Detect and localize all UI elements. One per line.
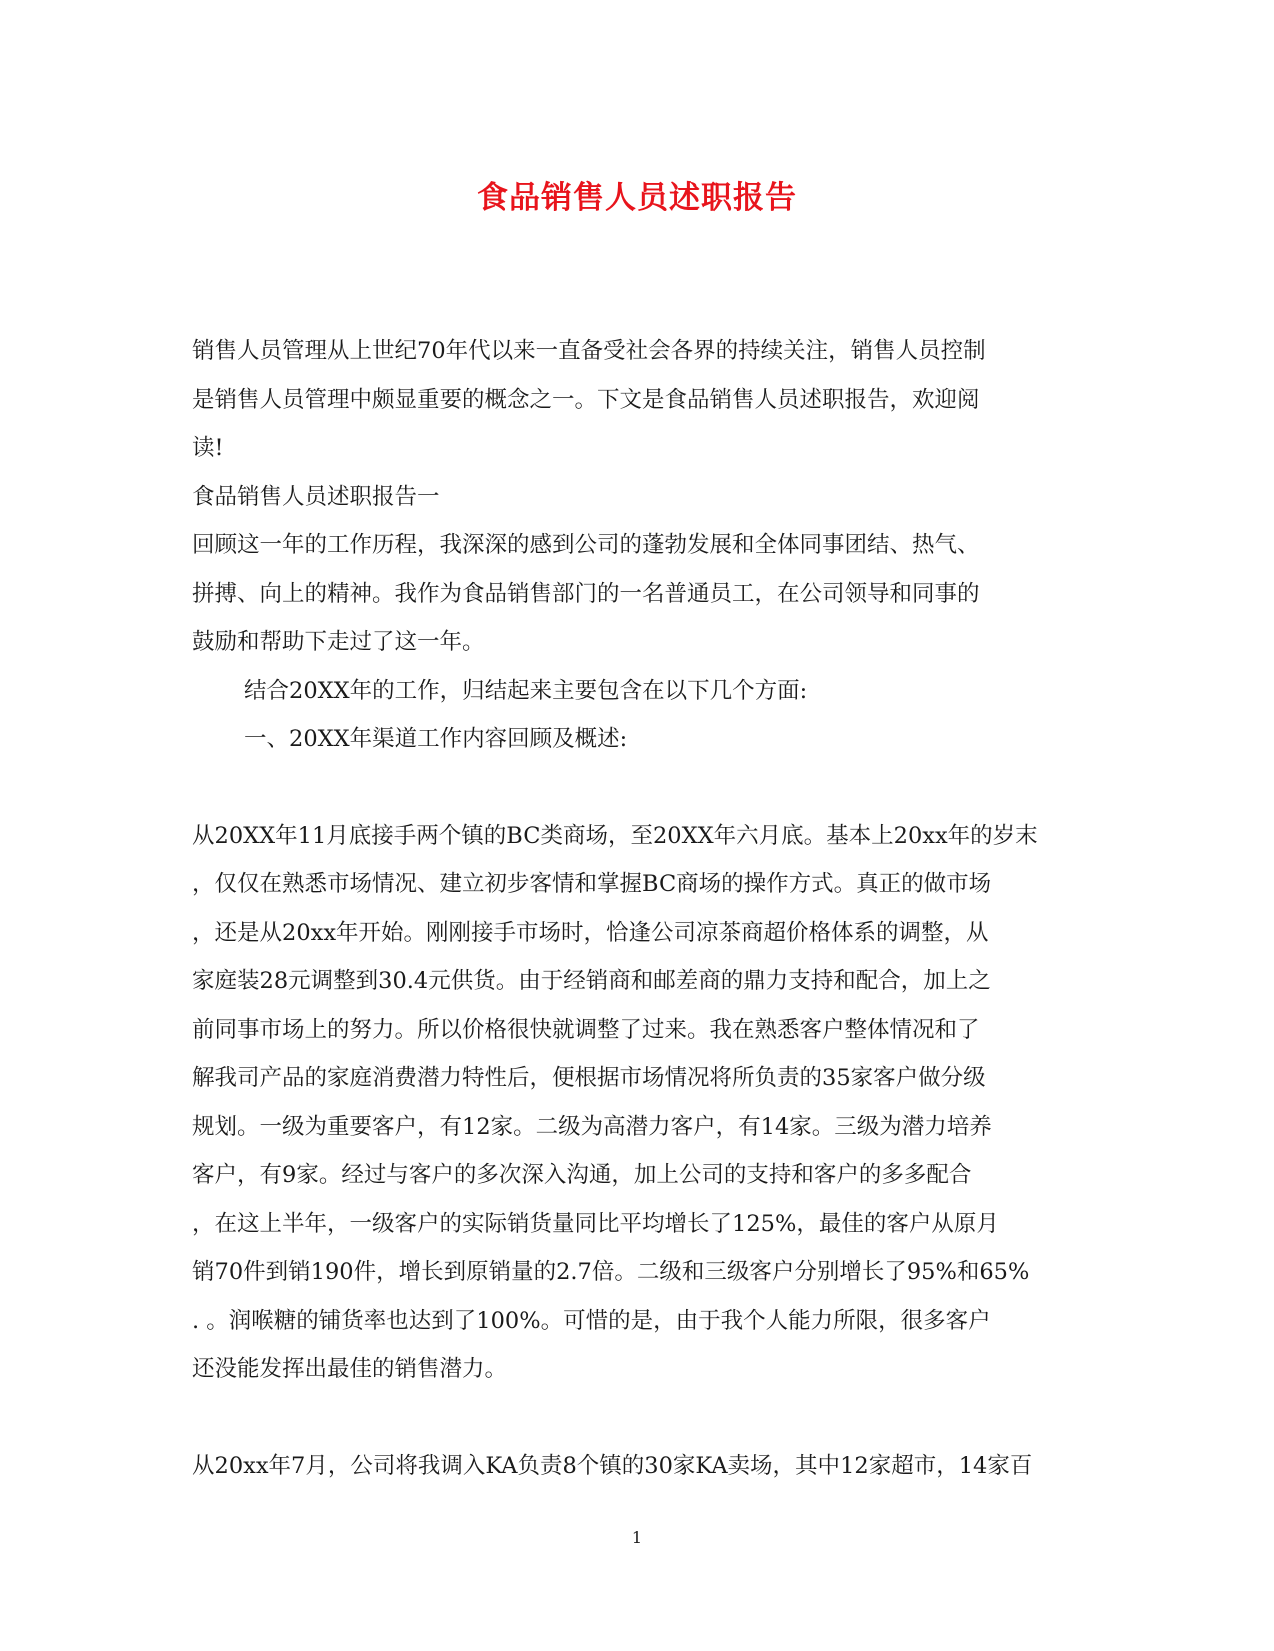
paragraph-line: 销70件到销190件，增长到原销量的2.7倍。二级和三级客户分别增长了95%和65% — [192, 1259, 1030, 1285]
paragraph-line: 回顾这一年的工作历程，我深深的感到公司的蓬勃发展和全体同事团结、热气、 — [192, 532, 980, 558]
paragraph-spacer — [192, 1394, 1072, 1442]
paragraph-line: 从20XX年11月底接手两个镇的BC类商场，至20XX年六月底。基本上20xx年的岁末 — [192, 822, 1038, 849]
paragraph-line: 是销售人员管理中颇显重要的概念之一。下文是食品销售人员述职报告，欢迎阅 — [192, 386, 980, 413]
paragraph-spacer — [192, 764, 1072, 812]
paragraph-line: 规划。一级为重要客户，有12家。二级为高潜力客户，有14家。三级为潜力培养 — [192, 1113, 992, 1140]
paragraph-line: 鼓励和帮助下走过了这一年。 — [192, 629, 485, 655]
paragraph-line: 前同事市场上的努力。所以价格很快就调整了过来。我在熟悉客户整体情况和了 — [192, 1016, 980, 1043]
paragraph-line: 家庭装28元调整到30.4元供货。由于经销商和邮差商的鼎力支持和配合，加上之 — [192, 968, 991, 994]
paragraph-line: ，在这上半年，一级客户的实际销货量同比平均增长了125%，最佳的客户从原月 — [192, 1210, 999, 1237]
page-number: 1 — [631, 1528, 643, 1547]
paragraph-line: 读! — [192, 435, 224, 461]
document-body — [192, 327, 1072, 1490]
paragraph-line: ，还是从20xx年开始。刚刚接手市场时，恰逢公司凉茶商超价格体系的调整，从 — [192, 919, 989, 946]
paragraph-line: 结合20XX年的工作，归结起来主要包含在以下几个方面: — [244, 677, 808, 704]
paragraph-line: 从20xx年7月，公司将我调入KA负责8个镇的30家KA卖场，其中12家超市，14家百 — [192, 1452, 1033, 1479]
paragraph-line: ，仅仅在熟悉市场情况、建立初步客情和掌握BC商场的操作方式。真正的做市场 — [192, 871, 992, 897]
paragraph-line: . 。润喉糖的铺货率也达到了100%。可惜的是，由于我个人能力所限，很多客户 — [192, 1307, 991, 1334]
section-heading: 食品销售人员述职报告一 — [192, 483, 440, 510]
paragraph-line: 销售人员管理从上世纪70年代以来一直备受社会各界的持续关注，销售人员控制 — [192, 338, 986, 364]
paragraph-line: 客户，有9家。经过与客户的多次深入沟通，加上公司的支持和客户的多多配合 — [192, 1162, 972, 1188]
document-title: 食品销售人员述职报告 — [477, 180, 797, 216]
section-heading: 一、20XX年渠道工作内容回顾及概述: — [244, 726, 628, 752]
paragraph-line: 拼搏、向上的精神。我作为食品销售部门的一名普通员工，在公司领导和同事的 — [192, 580, 980, 607]
paragraph-line: 还没能发挥出最佳的销售潜力。 — [192, 1356, 508, 1382]
paragraph-line: 解我司产品的家庭消费潜力特性后，便根据市场情况将所负责的35家客户做分级 — [192, 1065, 986, 1091]
